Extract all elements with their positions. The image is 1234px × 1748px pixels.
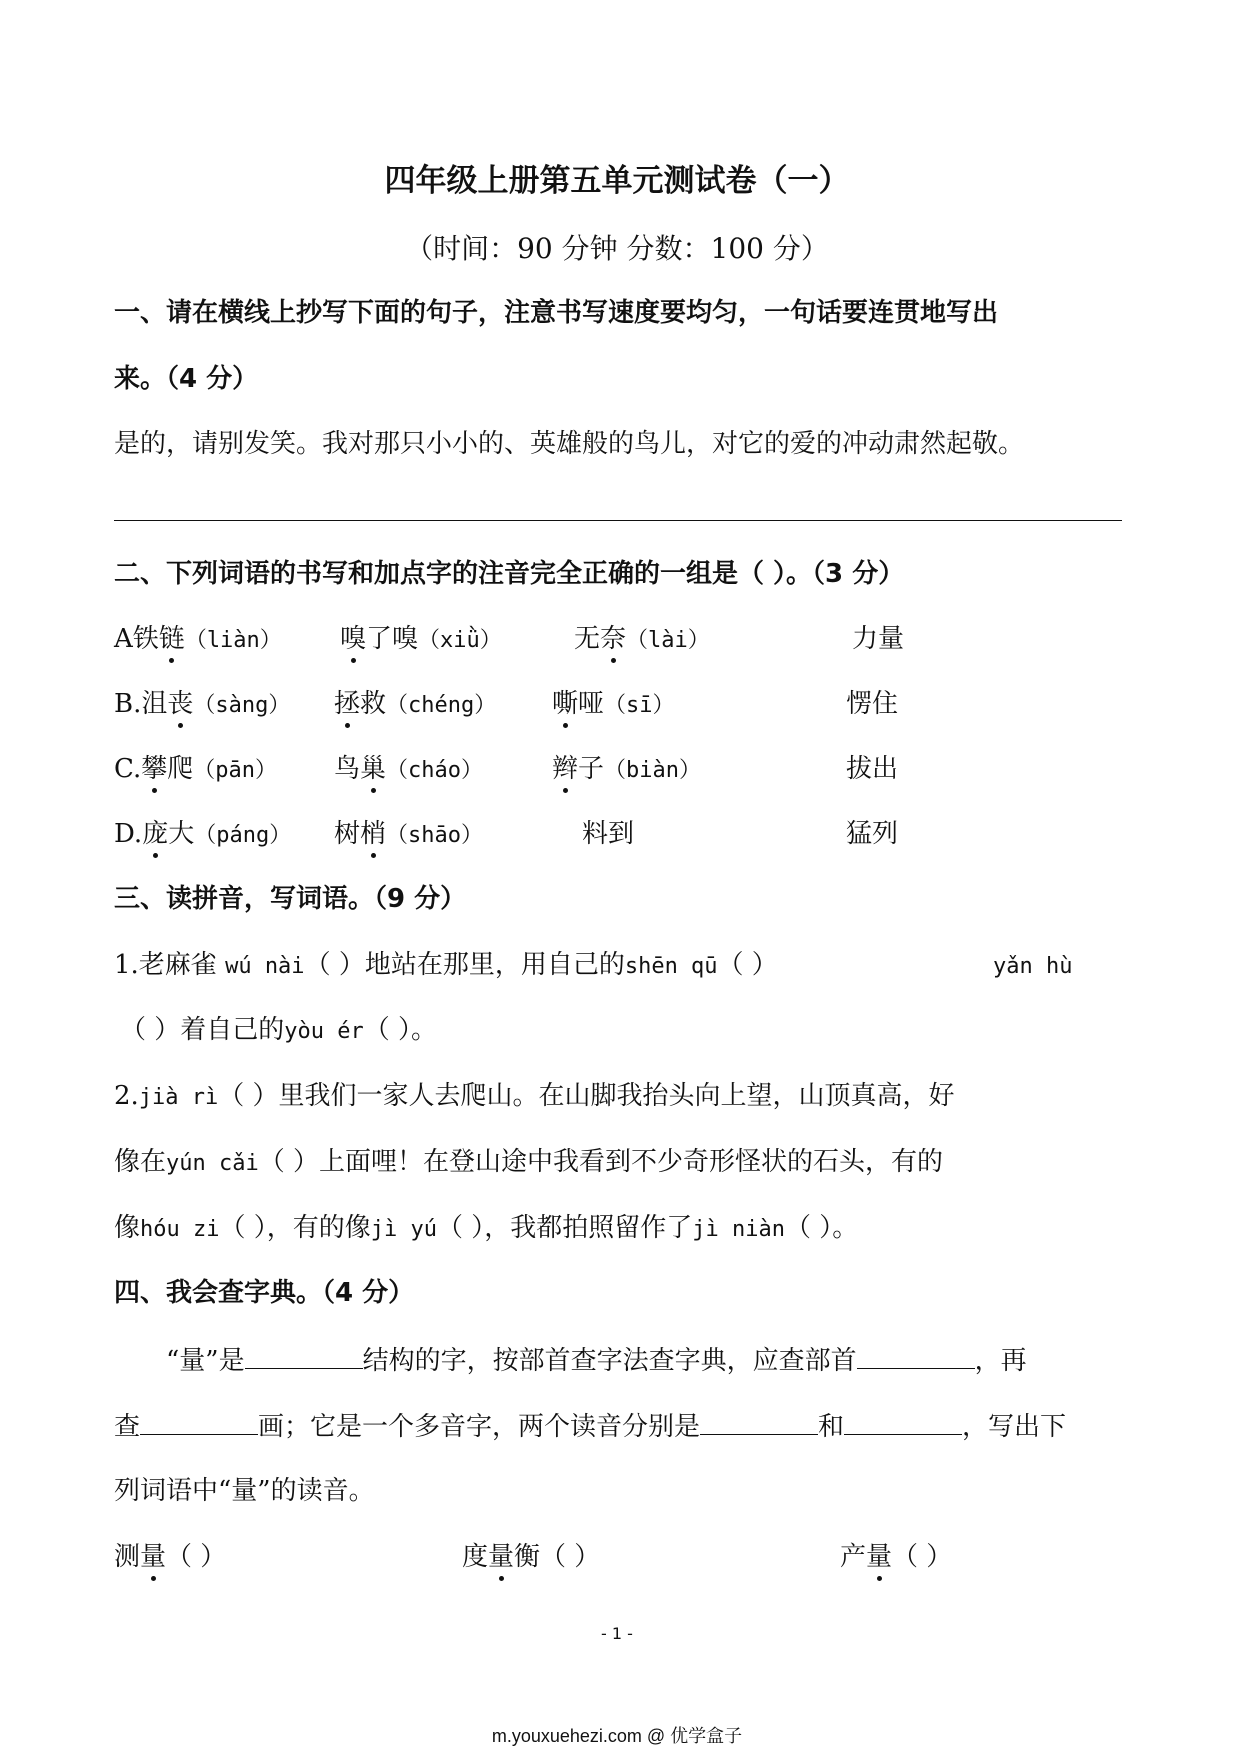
q1-heading-line2: 来。（4 分） bbox=[114, 364, 259, 394]
pinyin: （lài） bbox=[626, 628, 710, 653]
pinyin: jì yú bbox=[370, 1217, 437, 1242]
answer-blank[interactable]: （ ） bbox=[717, 950, 778, 980]
pinyin: （sàng） bbox=[193, 693, 291, 718]
site-footer: m.youxuehezi.com @ 优学盒子 bbox=[491, 1726, 743, 1746]
q2-c-word3: 辫子（biàn） bbox=[552, 754, 702, 784]
answer-blank[interactable]: （ ） bbox=[540, 1542, 601, 1572]
answer-blank[interactable]: （ ） bbox=[892, 1542, 953, 1572]
option-label: B. bbox=[114, 689, 142, 719]
pinyin: wú nài bbox=[225, 954, 305, 979]
pinyin: （liàn） bbox=[184, 628, 282, 653]
q2-option-b[interactable]: B.沮丧（sàng） bbox=[114, 689, 291, 719]
q2-d-word4: 猛列 bbox=[846, 819, 899, 849]
q3-line1-start: 1.老麻雀 wú nài（ ）地站在那里，用自己的shēn qū（ ） bbox=[114, 950, 778, 980]
answer-blank[interactable] bbox=[700, 1408, 818, 1435]
q2-b-word4: 愣住 bbox=[846, 689, 899, 719]
dotted-char: 辫 bbox=[552, 754, 579, 784]
answer-blank[interactable]: （ ）地站在那里，用自己的 bbox=[304, 950, 625, 980]
answer-blank[interactable]: （ ）里我们一家人去爬山。在山脚我抬头向上望，山顶真高，好 bbox=[218, 1081, 955, 1111]
pinyin: （cháo） bbox=[386, 758, 484, 783]
copy-line[interactable] bbox=[114, 520, 1122, 521]
q3-line1-end bbox=[993, 948, 1072, 984]
answer-blank[interactable]: （ ） bbox=[166, 1542, 227, 1572]
pinyin: （páng） bbox=[194, 823, 292, 848]
pinyin: yǎn hù bbox=[993, 954, 1073, 979]
dotted-char: 庞 bbox=[142, 819, 169, 849]
dotted-char: 链 bbox=[158, 624, 185, 654]
q4-word1: 测量（ ） bbox=[114, 1542, 227, 1572]
q2-d-word3: 料到 bbox=[582, 819, 635, 849]
pinyin: （xiǜ） bbox=[418, 628, 502, 653]
q4-word2: 度量衡（ ） bbox=[462, 1542, 601, 1572]
option-label: C. bbox=[114, 754, 142, 784]
dotted-char: 量 bbox=[488, 1542, 515, 1572]
option-label: D. bbox=[114, 819, 143, 849]
answer-blank[interactable]: （ ）。 bbox=[784, 1213, 859, 1243]
answer-blank[interactable] bbox=[140, 1408, 258, 1435]
q2-a-word4: 力量 bbox=[852, 624, 905, 654]
q2-option-d[interactable]: D.庞大（páng） bbox=[114, 819, 292, 849]
q3-line2 bbox=[120, 1013, 437, 1049]
answer-blank[interactable]: （ ）上面哩！在登山途中我看到不少奇形怪状的石头，有的 bbox=[258, 1147, 943, 1177]
answer-blank[interactable] bbox=[844, 1408, 962, 1435]
q4-heading: 四、我会查字典。（4 分） bbox=[114, 1278, 415, 1308]
q1-heading-line1: 一、请在横线上抄写下面的句子，注意书写速度要均匀，一句话要连贯地写出 bbox=[114, 298, 999, 328]
dotted-char: 嘶 bbox=[552, 689, 579, 719]
q4-word3: 产量（ ） bbox=[840, 1542, 953, 1572]
answer-blank[interactable]: （ ）着自己的 bbox=[120, 1015, 285, 1045]
pinyin: yún cǎi bbox=[166, 1151, 259, 1176]
dotted-char: 拯 bbox=[334, 689, 361, 719]
q2-d-word2: 树梢（shāo） bbox=[334, 819, 484, 849]
pinyin: yòu ér bbox=[284, 1019, 364, 1044]
dotted-char: 嗅 bbox=[340, 624, 367, 654]
q2-a-word3: 无奈（lài） bbox=[574, 624, 710, 654]
page-number: - 1 - bbox=[601, 1624, 633, 1643]
answer-blank[interactable] bbox=[857, 1342, 975, 1369]
q2-c-word2: 鸟巢（cháo） bbox=[334, 754, 484, 784]
dotted-char: 巢 bbox=[360, 754, 387, 784]
pinyin: jì niàn bbox=[692, 1217, 785, 1242]
q3-heading: 三、读拼音，写词语。（9 分） bbox=[114, 884, 467, 914]
q3-line4: 像在yún cǎi（ ）上面哩！在登山途中我看到不少奇形怪状的石头，有的 bbox=[114, 1147, 943, 1177]
q4-line3: 列词语中“量”的读音。 bbox=[114, 1476, 375, 1506]
q2-option-a[interactable]: A铁链（liàn） bbox=[114, 624, 282, 654]
q2-b-word2: 拯救（chéng） bbox=[334, 689, 497, 719]
dotted-char: 奈 bbox=[600, 624, 627, 654]
answer-blank[interactable]: （ ）。 bbox=[363, 1015, 438, 1045]
q4-line2: 查 画；它是一个多音字，两个读音分别是 和 ，写出下 bbox=[114, 1408, 1066, 1444]
q4-line1: “量”是 结构的字，按部首查字法查字典，应查部首 ，再 bbox=[166, 1342, 1027, 1378]
answer-blank[interactable]: （ ），我都拍照留作了 bbox=[437, 1213, 693, 1243]
q2-heading: 二、下列词语的书写和加点字的注音完全正确的一组是（ ）。（3 分） bbox=[114, 559, 905, 589]
dotted-char: 丧 bbox=[167, 689, 194, 719]
q2-b-word3: 嘶哑（sī） bbox=[552, 689, 675, 719]
dotted-char: 量 bbox=[866, 1542, 893, 1572]
q2-a-word2: 嗅了嗅（xiǜ） bbox=[340, 624, 502, 654]
answer-blank[interactable]: （ ），有的像 bbox=[219, 1213, 371, 1243]
q2-option-c[interactable]: C.攀爬（pān） bbox=[114, 754, 278, 784]
answer-blank[interactable] bbox=[245, 1342, 363, 1369]
pinyin: （biàn） bbox=[604, 758, 702, 783]
pinyin: （pān） bbox=[193, 758, 278, 783]
pinyin: jià rì bbox=[138, 1085, 219, 1110]
q3-line5: 像hóu zi（ ），有的像jì yú（ ），我都拍照留作了jì niàn（ ）。 bbox=[114, 1213, 859, 1243]
pinyin: （sī） bbox=[604, 693, 675, 718]
q3-line3: 2.jià rì（ ）里我们一家人去爬山。在山脚我抬头向上望，山顶真高，好 bbox=[114, 1081, 955, 1111]
q2-c-word4: 拔出 bbox=[846, 754, 899, 784]
option-label: A bbox=[114, 624, 133, 654]
dotted-char: 量 bbox=[140, 1542, 167, 1572]
dotted-char: 攀 bbox=[141, 754, 168, 784]
pinyin: hóu zi bbox=[140, 1217, 220, 1242]
dotted-char: 梢 bbox=[360, 819, 387, 849]
page-subtitle: （时间：90 分钟 分数：100 分） bbox=[405, 232, 829, 265]
page-title: 四年级上册第五单元测试卷（一） bbox=[384, 163, 850, 199]
pinyin: （shāo） bbox=[386, 823, 484, 848]
pinyin: shēn qū bbox=[624, 954, 718, 979]
q1-sentence: 是的，请别发笑。我对那只小小的、英雄般的鸟儿，对它的爱的冲动肃然起敬。 bbox=[114, 429, 1025, 459]
pinyin: （chéng） bbox=[386, 693, 497, 718]
